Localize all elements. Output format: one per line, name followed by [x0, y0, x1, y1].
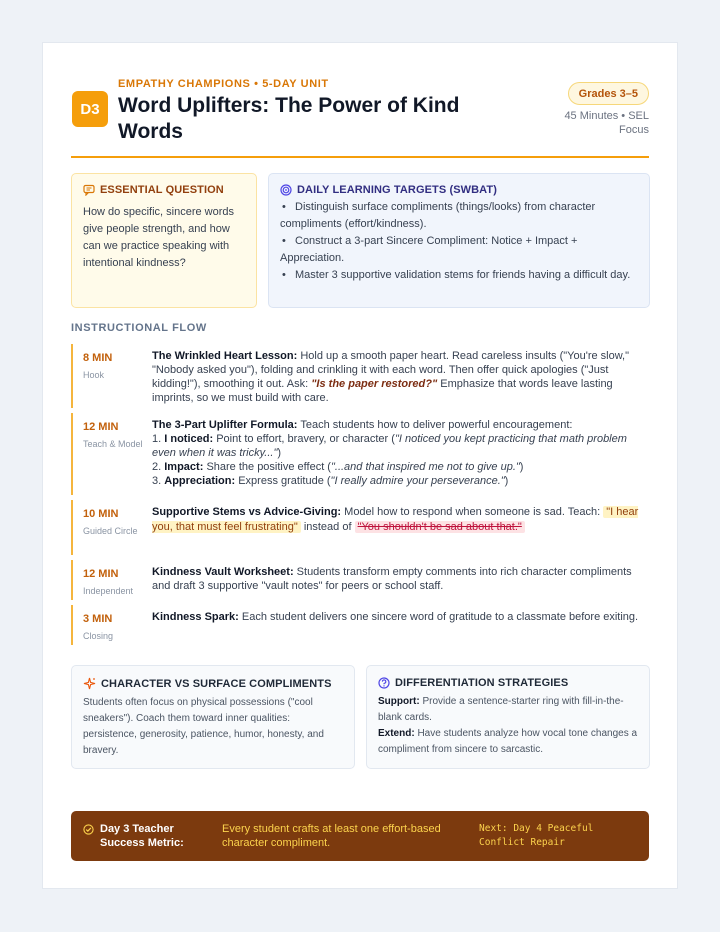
- step-body: Kindness Spark: Each student delivers one sincere word of gratitude to a classmate before exiting.: [152, 611, 639, 623]
- success-metric-text: Every student crafts at least one effort-based character compliment.: [222, 823, 441, 849]
- differentiation-card: [366, 665, 650, 769]
- flow-step-teach: [71, 413, 651, 495]
- step-title: Kindness Vault Worksheet:: [152, 566, 294, 578]
- step-time: 3 MIN: [83, 613, 113, 625]
- step-time: 12 MIN: [83, 421, 119, 433]
- header-divider: [71, 156, 649, 158]
- step-title: The Wrinkled Heart Lesson:: [152, 350, 298, 362]
- step-body: Supportive Stems vs Advice-Giving: Model how to respond when someone is sad. Teach: "I hear you, that must feel frustrating" instead of "You shouldn't be sad about that.": [152, 506, 639, 533]
- essential-question-header: [83, 184, 245, 196]
- success-metric-label: Day 3 Teacher Success Metric:: [83, 822, 192, 850]
- step-body: The 3-Part Uplifter Formula: Teach students how to deliver powerful encouragement: 1. I noticed: Point to effort, bravery, or character ("I noticed you kept practicing that math problem even when it was tricky...") 2. Impact: Share the positive effect ("...and that inspired me not to give up.") 3. Appreciation: Express gratitude ("I really admire your perseverance."): [152, 418, 652, 488]
- step-question: "Is the paper restored?": [311, 378, 438, 390]
- flow-step-independent: [71, 560, 651, 600]
- list-item: • Distinguish surface compliments (things/looks) from character compliments (effort/kindness).: [280, 201, 596, 230]
- essential-question-heading: ESSENTIAL QUESTION: [100, 184, 224, 196]
- flow-step-guided: [71, 500, 651, 555]
- step-time: 12 MIN: [83, 568, 119, 580]
- unit-eyebrow: EMPATHY CHAMPIONS • 5-DAY UNIT: [118, 78, 329, 90]
- character-compliments-card: [71, 665, 355, 769]
- formula-line: 3. Appreciation: Express gratitude ("I really admire your perseverance."): [152, 475, 509, 487]
- differentiation-card-heading: DIFFERENTIATION STRATEGIES: [395, 677, 569, 689]
- essential-question-box: [71, 173, 257, 308]
- lesson-plan-page: [42, 42, 678, 889]
- step-tag: Teach & Model: [83, 439, 143, 449]
- duration-text: 45 Minutes • SEL Focus: [564, 110, 649, 136]
- learning-targets-list: [280, 199, 638, 284]
- formula-line: 1. I noticed: Point to effort, bravery, or character ("I noticed you kept practicing that math problem even when it was tricky..."): [152, 433, 627, 459]
- success-metric-footer: [71, 811, 649, 861]
- step-title: Kindness Spark:: [152, 611, 239, 623]
- step-title: The 3-Part Uplifter Formula:: [152, 419, 298, 431]
- bad-stem-strikethrough: "You shouldn't be sad about that.": [355, 521, 525, 533]
- grades-badge: Grades 3–5: [568, 82, 649, 105]
- list-item: • Master 3 supportive validation stems for friends having a difficult day.: [282, 269, 631, 281]
- differentiation-support: Support: Provide a sentence-starter ring with fill-in-the-blank cards.: [378, 696, 624, 723]
- flow-step-hook: [71, 344, 651, 408]
- step-tag: Independent: [83, 586, 134, 596]
- essential-question-text: How do specific, sincere words give people strength, and how can we practice speaking with intentional kindness?: [83, 206, 235, 269]
- step-tag: Guided Circle: [83, 526, 138, 536]
- learning-targets-box: [268, 173, 650, 308]
- question-circle-icon: [378, 677, 390, 689]
- day-badge: D3: [72, 91, 108, 127]
- step-time: 10 MIN: [83, 508, 119, 520]
- check-circle-icon: [83, 824, 94, 835]
- step-body: Kindness Vault Worksheet: Students transform empty comments into rich character compliments and draft 3 supportive "vault notes" for peers or school staff.: [152, 566, 632, 592]
- chat-bubble-icon: [83, 184, 95, 196]
- step-body: The Wrinkled Heart Lesson: Hold up a smooth paper heart. Read careless insults ("You're slow," "Nobody asked you"), folding and crinkling it with each word. Then offer quick apologies ("Just kidding!"), smoothing it out. Ask: "Is the paper restored?" Emphasize that words leave lasting imprints, so we must build with care.: [152, 350, 630, 404]
- character-card-heading: CHARACTER VS SURFACE COMPLIMENTS: [101, 677, 332, 690]
- learning-targets-heading: DAILY LEARNING TARGETS (SWBAT): [297, 184, 497, 196]
- instructional-flow-label: INSTRUCTIONAL FLOW: [71, 322, 207, 334]
- character-card-text: Students often focus on physical possessions ("cool sneakers"). Coach them toward inner qualities: persistence, generosity, patience, humor, honesty, and bravery.: [83, 697, 324, 756]
- flow-step-closing: [71, 605, 651, 645]
- learning-targets-header: [280, 184, 638, 196]
- differentiation-card-header: [378, 677, 638, 689]
- good-stem-highlight: "I hear you, that must feel frustrating": [152, 506, 639, 533]
- step-time: 8 MIN: [83, 352, 113, 364]
- page-title: Word Uplifters: The Power of Kind Words: [118, 94, 460, 143]
- differentiation-extend: Extend: Have students analyze how vocal tone changes a compliment from sincere to sarcastic.: [378, 728, 638, 755]
- step-tag: Closing: [83, 631, 114, 641]
- character-card-header: [83, 677, 343, 690]
- step-tag: Hook: [83, 370, 105, 380]
- sparkle-icon: [83, 677, 96, 690]
- step-title: Supportive Stems vs Advice-Giving:: [152, 506, 342, 518]
- list-item: • Construct a 3-part Sincere Compliment: Notice + Impact + Appreciation.: [280, 235, 578, 264]
- formula-line: 2. Impact: Share the positive effect ("...and that inspired me not to give up."): [152, 461, 524, 473]
- target-icon: [280, 184, 292, 196]
- next-lesson-text: Next: Day 4 Peaceful Conflict Repair: [479, 823, 594, 848]
